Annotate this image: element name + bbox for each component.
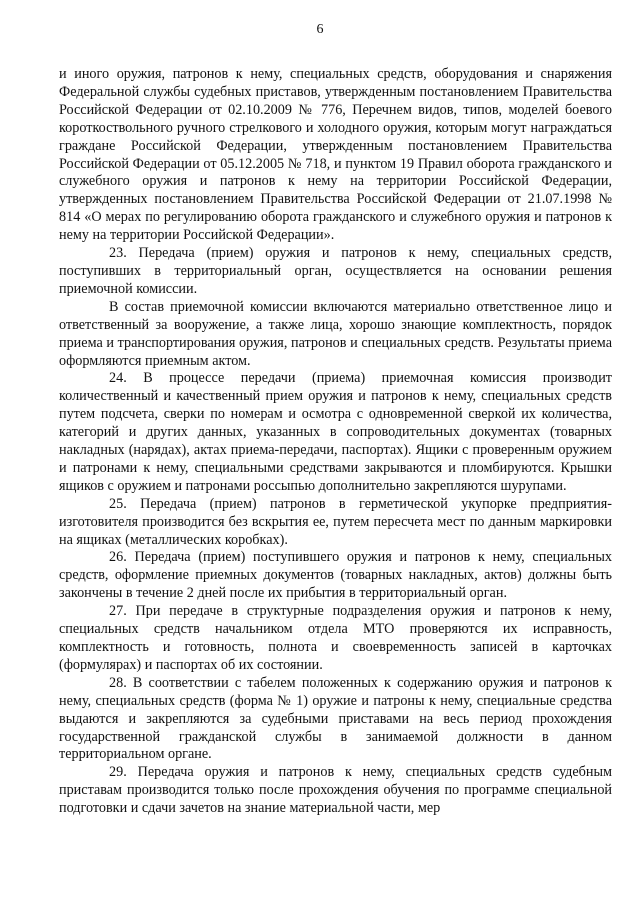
paragraph-25: 25. Передача (прием) патронов в герметической укупорке предприятия-изготовителя производится без вскрытия ее, путем пересчета мест по данным маркировки на ящиках (металлических коробках). xyxy=(59,495,612,548)
document-body xyxy=(59,66,612,818)
paragraph-23: 23. Передача (прием) оружия и патронов к нему, специальных средств, поступивших в территориальный орган, осуществляется на основании решения приемочной комиссии. xyxy=(59,245,612,297)
paragraph-29: 29. Передача оружия и патронов к нему, специальных средств судебным приставам производится только после прохождения обучения по программе специальной подготовки и сдачи зачетов на знание материальной части, мер xyxy=(59,764,612,817)
paragraph-27: 27. При передаче в структурные подразделения оружия и патронов к нему, специальных средств начальником отдела МТО проверяются их исправность, комплектность и готовность, полнота и своевременность записей в карточках (формулярах) и паспортах об их состоянии. xyxy=(59,603,612,673)
page-number: 6 xyxy=(316,22,324,37)
paragraph-continuation: и иного оружия, патронов к нему, специальных средств, оборудования и снаряжения Федеральной службы судебных приставов, утвержденным постановлением Правительства Российской Федерации от 02.10.2009 № 776, Перечнем видов, типов, моделей боевого короткоствольного ручного стрелкового и холодного оружия, которым могут награждаться граждане Российской Федерации, утвержденным постановлением Правительства Российской Федерации от 05.12.2005 № 718, и пунктом 19 Правил оборота гражданского и служебного оружия и патронов к нему на территории Российской Федерации, утвержденных постановлением Правительства Российской Федерации от 21.07.1998 № 814 «О мерах по регулированию оборота гражданского и служебного оружия и патронов к нему на территории Российской Федерации». xyxy=(59,66,612,244)
paragraph-26: 26. Передача (прием) поступившего оружия и патронов к нему, специальных средств, оформление приемных документов (товарных накладных, актов) должны быть закончены в течение 2 дней после их прибытия в территориальный орган. xyxy=(59,549,612,602)
paragraph-24: 24. В процессе передачи (приема) приемочная комиссия производит количественный и качественный прием оружия и патронов к нему, специальных средств путем подсчета, сверки по номерам и осмотра с одновременной сверкой их количества, категорий и других данных, указанных в сопроводительных документах (товарных накладных (нарядах), актах приема-передачи, паспортах). Ящики с проверенным оружием и патронами к нему, специальными средствами закрываются и пломбируются. Крышки ящиков с оружием и патронами россыпью дополнительно закрепляются шурупами. xyxy=(59,370,612,494)
paragraph-23-commission: В состав приемочной комиссии включаются материально ответственное лицо и ответственный за вооружение, а также лица, хорошо знающие комплектность, порядок приема и транспортирования оружия, патронов и специальных средств. Результаты приема оформляются приемным актом. xyxy=(59,298,612,369)
paragraph-28: 28. В соответствии с табелем положенных к содержанию оружия и патронов к нему, специальных средств (форма № 1) оружие и патроны к нему, специальные средства выдаются и закрепляются за судебными приставами на весь период прохождения государственной гражданской службы в занимаемой должности в данном территориальном органе. xyxy=(59,674,612,763)
